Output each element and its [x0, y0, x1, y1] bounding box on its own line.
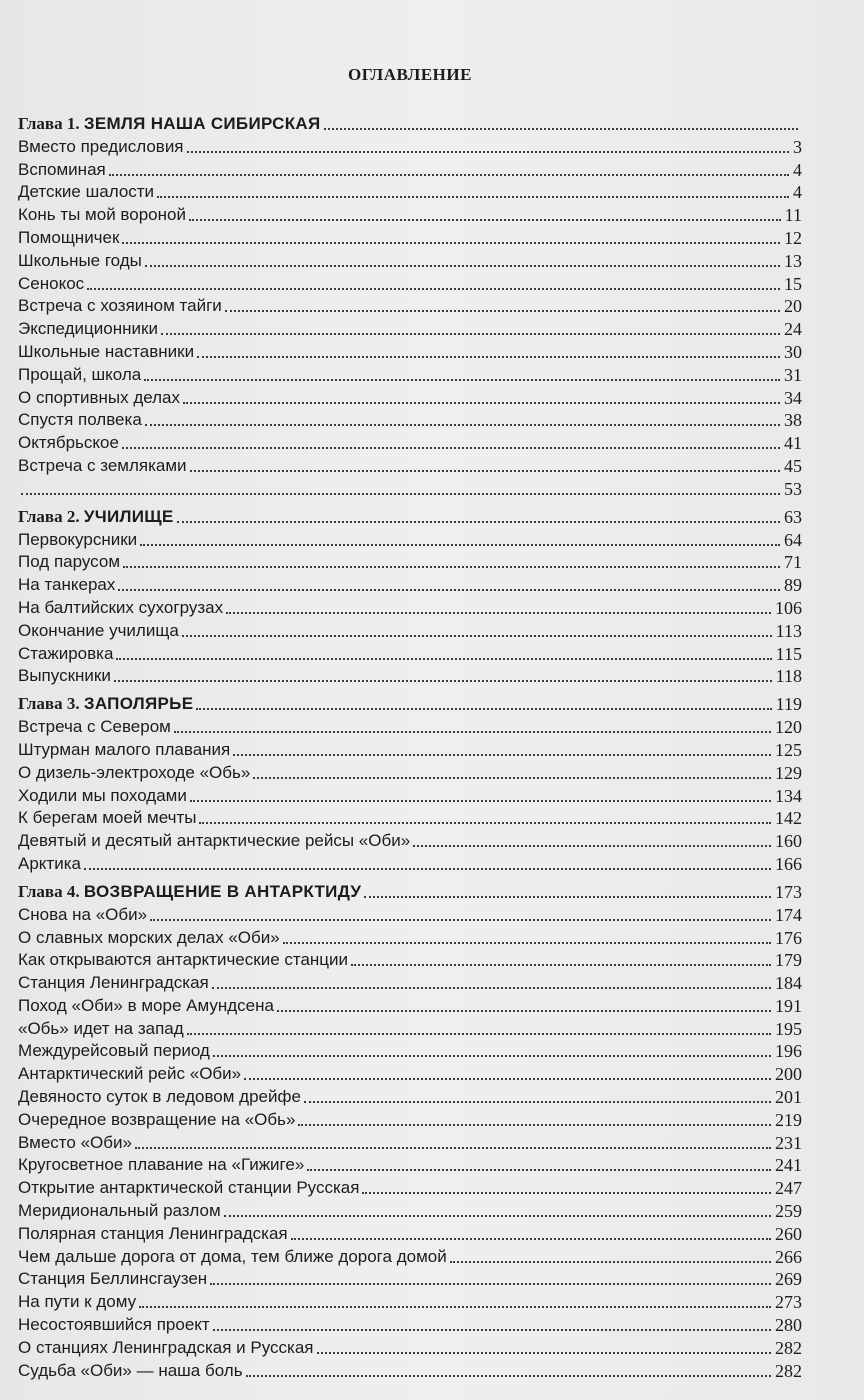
entry-title: О дизель-электроходе «Обь» [18, 762, 251, 782]
dot-leader [183, 401, 780, 404]
page-number: 282 [775, 1360, 802, 1381]
dot-leader [21, 492, 780, 495]
toc-chapter-row [18, 878, 802, 902]
page-number: 45 [784, 455, 802, 476]
dot-leader [87, 287, 780, 290]
entry-title: Антарктический рейс «Оби» [18, 1064, 242, 1084]
chapter-number: Глава 2. [18, 506, 80, 526]
page-number: 179 [775, 950, 802, 971]
toc-entry-row [18, 1153, 802, 1176]
dot-leader [413, 844, 771, 847]
page-number: 219 [775, 1109, 802, 1130]
toc-entry-row [18, 1312, 802, 1335]
toc-entry-row [18, 948, 802, 971]
chapter-heading [18, 507, 174, 527]
page-number: 259 [775, 1201, 802, 1222]
page-number: 201 [775, 1087, 802, 1108]
dot-leader [157, 195, 789, 198]
page-number: 31 [784, 364, 802, 385]
toc-entry-row [18, 294, 802, 317]
dot-leader [253, 776, 771, 779]
dot-leader [291, 1237, 771, 1240]
dot-leader [304, 1100, 771, 1103]
entry-title: Школьные наставники [18, 341, 195, 361]
dot-leader [213, 1054, 771, 1057]
entry-title: Школьные годы [18, 250, 142, 270]
entry-title: Станция Беллинсгаузен [18, 1269, 208, 1289]
entry-title: Помощничек [18, 227, 120, 247]
dot-leader [145, 264, 780, 267]
entry-title: Спустя полвека [18, 410, 142, 430]
entry-title: Вспоминая [18, 159, 106, 179]
toc-entry-row [18, 1130, 802, 1153]
chapter-heading [18, 694, 193, 714]
entry-title: Снова на «Оби» [18, 904, 148, 924]
page-number: 41 [784, 433, 802, 454]
toc-entry-row [18, 902, 802, 925]
dot-leader [307, 1168, 771, 1171]
entry-title: Поход «Оби» в море Амундсена [18, 995, 274, 1015]
toc-entry-row [18, 1084, 802, 1107]
dot-leader [196, 707, 771, 710]
entry-title: Вместо «Оби» [18, 1132, 132, 1152]
dot-leader [122, 446, 780, 449]
page-number: 191 [775, 995, 802, 1016]
toc-entry-row [18, 783, 802, 806]
chapter-number: Глава 1. [18, 114, 80, 133]
table-of-contents [18, 110, 802, 1381]
toc-chapter-row [18, 110, 802, 134]
toc-entry-row [18, 1175, 802, 1198]
page-number: 24 [784, 319, 802, 340]
toc-entry-row [18, 595, 802, 618]
page-number: 174 [775, 904, 802, 925]
entry-title: К берегам моей мечты [18, 808, 197, 828]
entry-title: Станция Ленинградская [18, 973, 209, 993]
page-number: 4 [793, 182, 802, 203]
toc-entry-row [18, 430, 802, 453]
toc-entry-row [18, 1267, 802, 1290]
page-number: 196 [775, 1041, 802, 1062]
dot-leader [84, 867, 771, 870]
entry-title: Очередное возвращение на «Обь» [18, 1109, 296, 1129]
entry-title: Междурейсовый период [18, 1041, 210, 1061]
dot-leader [189, 218, 781, 221]
entry-title: На танкерах [18, 575, 116, 595]
toc-entry-row [18, 476, 802, 499]
page-number: 13 [784, 250, 802, 271]
toc-entry-row [18, 385, 802, 408]
dot-leader [199, 821, 771, 824]
dot-leader [118, 588, 780, 591]
toc-entry-row [18, 1335, 802, 1358]
dot-leader [197, 355, 780, 358]
dot-leader [324, 127, 798, 130]
dot-leader [140, 543, 780, 546]
dot-leader [187, 1032, 771, 1035]
toc-entry-row [18, 806, 802, 829]
dot-leader [116, 657, 771, 660]
toc-entry-row [18, 339, 802, 362]
dot-leader [450, 1260, 771, 1263]
entry-title: Полярная станция Ленинградская [18, 1223, 288, 1243]
page-number: 166 [775, 853, 802, 874]
toc-entry-row [18, 1198, 802, 1221]
page-number: 89 [784, 575, 802, 596]
toc-entry-row [18, 828, 802, 851]
entry-title: Девятый и десятый антарктические рейсы «Оби» [18, 831, 411, 851]
toc-entry-row [18, 453, 802, 476]
chapter-title: ЗАПОЛЯРЬЕ [83, 694, 194, 714]
dot-leader [109, 173, 789, 176]
toc-entry-row [18, 572, 802, 595]
entry-title: Арктика [18, 853, 81, 873]
page-number: 119 [775, 694, 802, 715]
page-number: 195 [775, 1018, 802, 1039]
page-number: 34 [784, 387, 802, 408]
dot-leader [351, 963, 771, 966]
page-number: 269 [775, 1269, 802, 1290]
chapter-heading [18, 882, 361, 902]
entry-title: Конь ты мой вороной [18, 205, 186, 225]
toc-entry-row [18, 1221, 802, 1244]
toc-entry-row [18, 316, 802, 339]
dot-leader [139, 1305, 771, 1308]
dot-leader [123, 565, 780, 568]
dot-leader [225, 309, 780, 312]
entry-title: Детские шалости [18, 182, 155, 202]
page-number: 106 [775, 597, 802, 618]
dot-leader [135, 1146, 771, 1149]
toc-entry-row [18, 970, 802, 993]
page-number: 231 [775, 1132, 802, 1153]
toc-entry-row [18, 527, 802, 550]
page-number: 4 [793, 159, 802, 180]
entry-title: На пути к дому [18, 1292, 137, 1312]
page-number: 30 [784, 341, 802, 362]
toc-chapter-row [18, 690, 802, 714]
toc-entry-row [18, 225, 802, 248]
dot-leader [364, 895, 771, 898]
dot-leader [277, 1009, 771, 1012]
toc-entry-row [18, 1039, 802, 1062]
chapter-title: УЧИЛИЩЕ [83, 506, 174, 526]
entry-title: «Обь» идет на запад [18, 1018, 184, 1038]
page-number: 125 [775, 739, 802, 760]
page-number: 184 [775, 973, 802, 994]
dot-leader [233, 753, 771, 756]
toc-entry-row [18, 993, 802, 1016]
page-number: 247 [775, 1178, 802, 1199]
toc-entry-row [18, 550, 802, 573]
entry-title: Прощай, школа [18, 364, 142, 384]
entry-title: Судьба «Оби» — наша боль [18, 1360, 243, 1380]
page-number: 115 [775, 643, 802, 664]
toc-entry-row [18, 248, 802, 271]
chapter-title: ВОЗВРАЩЕНИЕ В АНТАРКТИДУ [83, 881, 362, 901]
page-number: 200 [775, 1064, 802, 1085]
entry-title: Меридиональный разлом [18, 1201, 221, 1221]
dot-leader [212, 986, 771, 989]
toc-entry-row [18, 925, 802, 948]
page-number: 3 [793, 136, 802, 157]
entry-title: Открытие антарктической станции Русская [18, 1178, 360, 1198]
entry-title: Стажировка [18, 643, 114, 663]
dot-leader [317, 1351, 772, 1354]
entry-title: Несостоявшийся проект [18, 1315, 210, 1335]
entry-title: Штурман малого плавания [18, 739, 231, 759]
dot-leader [161, 332, 780, 335]
entry-title: Девяносто суток в ледовом дрейфе [18, 1087, 301, 1107]
dot-leader [246, 1374, 771, 1377]
dot-leader [283, 941, 771, 944]
toc-entry-row [18, 1244, 802, 1267]
chapter-number: Глава 4. [18, 881, 80, 901]
dot-leader [213, 1328, 771, 1331]
entry-title: Первокурсники [18, 529, 138, 549]
toc-entry-row [18, 180, 802, 203]
dot-leader [187, 150, 789, 153]
page-number: 118 [775, 666, 802, 687]
toc-entry-row [18, 851, 802, 874]
page-number: 241 [775, 1155, 802, 1176]
entry-title: О станциях Ленинградская и Русская [18, 1337, 314, 1357]
dot-leader [122, 241, 780, 244]
toc-entry-row [18, 202, 802, 225]
entry-title: Ходили мы походами [18, 785, 187, 805]
page-number: 12 [784, 227, 802, 248]
toc-entry-row [18, 1358, 802, 1381]
dot-leader [210, 1282, 771, 1285]
entry-title: Выпускники [18, 666, 111, 686]
page-number: 38 [784, 410, 802, 431]
toc-entry-row [18, 1289, 802, 1312]
page-number: 176 [775, 927, 802, 948]
toc-entry-row [18, 271, 802, 294]
page-title: ОГЛАВЛЕНИЕ [348, 65, 472, 84]
page-number: 142 [775, 808, 802, 829]
dot-leader [174, 730, 771, 733]
dot-leader [145, 423, 780, 426]
entry-title: Встреча с хозяином тайги [18, 296, 222, 316]
toc-entry-row [18, 714, 802, 737]
toc-entry-row [18, 641, 802, 664]
page-number: 134 [775, 785, 802, 806]
entry-title: На балтийских сухогрузах [18, 597, 224, 617]
chapter-number: Глава 3. [18, 694, 80, 714]
toc-entry-row [18, 408, 802, 431]
toc-entry-row [18, 157, 802, 180]
dot-leader [226, 611, 771, 614]
page-number: 120 [775, 717, 802, 738]
page-number: 113 [775, 620, 802, 641]
toc-chapter-row [18, 503, 802, 527]
page-number: 63 [784, 506, 802, 527]
page-number: 173 [775, 881, 802, 902]
page-number: 280 [775, 1315, 802, 1336]
dot-leader [244, 1077, 771, 1080]
entry-title: Как открываются антарктические станции [18, 950, 349, 970]
page-number: 160 [775, 831, 802, 852]
toc-entry-row [18, 1107, 802, 1130]
entry-title: Встреча с Севером [18, 717, 171, 737]
entry-title: Чем дальше дорога от дома, тем ближе дорога домой [18, 1246, 447, 1266]
entry-title: Встреча с земляками [18, 455, 187, 475]
page-number: 260 [775, 1223, 802, 1244]
dot-leader [114, 679, 772, 682]
toc-entry-row [18, 664, 802, 687]
dot-leader [150, 918, 771, 921]
toc-entry-row [18, 134, 802, 157]
entry-title: Сенокос [18, 273, 85, 293]
page-number: 282 [775, 1337, 802, 1358]
dot-leader [362, 1191, 771, 1194]
dot-leader [190, 469, 780, 472]
toc-entry-row [18, 362, 802, 385]
page-number: 11 [784, 205, 802, 226]
chapter-title: ЗЕМЛЯ НАША СИБИРСКАЯ [83, 114, 321, 133]
entry-title: Окончание училища [18, 620, 179, 640]
dot-leader [177, 520, 780, 523]
page-number: 53 [784, 478, 802, 499]
toc-entry-row [18, 1016, 802, 1039]
page-number: 20 [784, 296, 802, 317]
entry-title: Кругосветное плавание на «Гижиге» [18, 1155, 305, 1175]
chapter-heading [18, 114, 321, 134]
dot-leader [182, 634, 772, 637]
entry-title: О спортивных делах [18, 387, 181, 407]
page-number: 266 [775, 1246, 802, 1267]
page-number: 273 [775, 1292, 802, 1313]
dot-leader [190, 799, 771, 802]
dot-leader [224, 1214, 771, 1217]
dot-leader [298, 1123, 771, 1126]
page-number: 64 [784, 529, 802, 550]
toc-entry-row [18, 618, 802, 641]
page-number: 129 [775, 762, 802, 783]
page-number: 71 [784, 552, 802, 573]
dot-leader [144, 378, 780, 381]
toc-entry-row [18, 737, 802, 760]
entry-title: Октябрьское [18, 433, 119, 453]
entry-title: Экспедиционники [18, 319, 158, 339]
toc-entry-row [18, 760, 802, 783]
entry-title: О славных морских делах «Оби» [18, 927, 280, 947]
page-number: 15 [784, 273, 802, 294]
toc-entry-row [18, 1061, 802, 1084]
entry-title: Под парусом [18, 552, 121, 572]
entry-title: Вместо предисловия [18, 136, 184, 156]
